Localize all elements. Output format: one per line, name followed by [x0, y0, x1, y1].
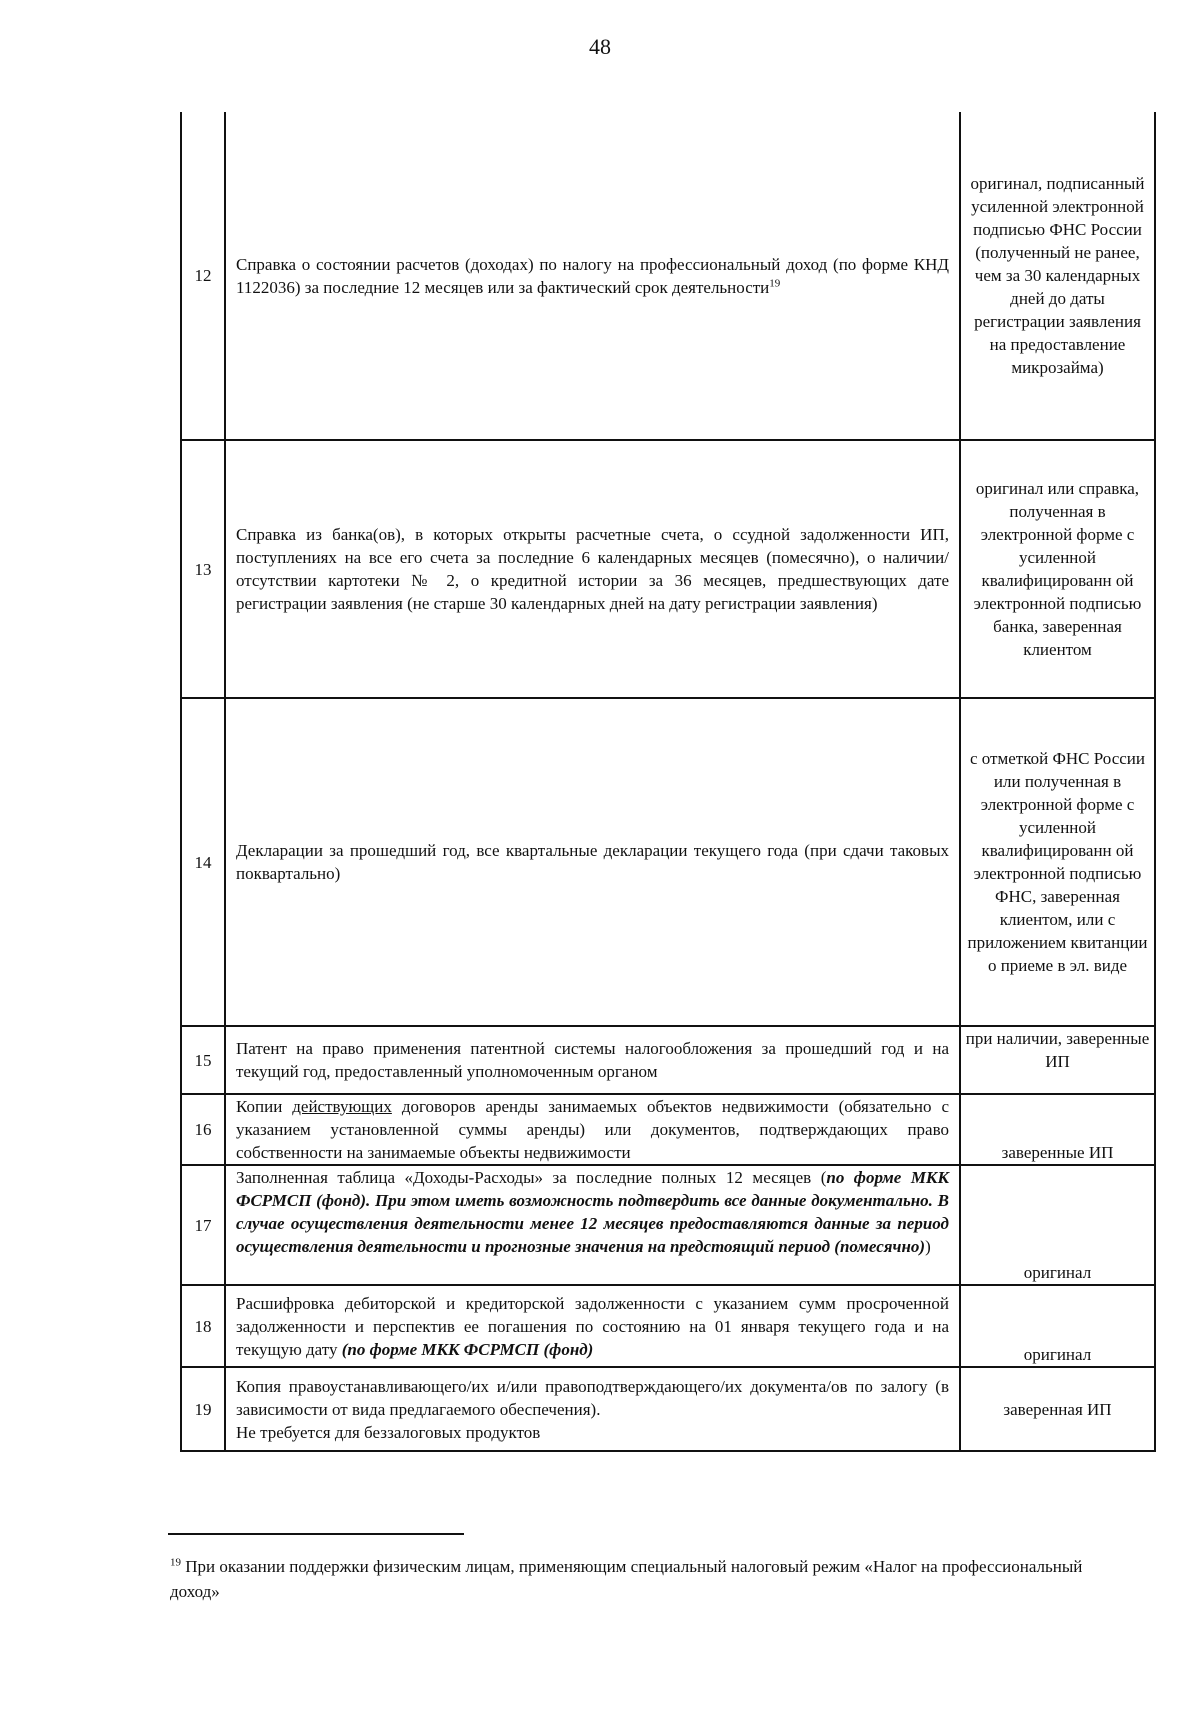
- table-row: [181, 1367, 1155, 1451]
- row-number: 12: [181, 112, 225, 440]
- row-description: Копия правоустанавливающего/их и/или правоподтверждающего/их документа/ов по залогу (в зависимости от вида предлагаемого обеспечения). Не требуется для беззалоговых продуктов: [225, 1367, 960, 1451]
- page-number: 48: [589, 34, 611, 59]
- footnote: [170, 1554, 1100, 1604]
- row-form: с отметкой ФНС России или полученная в электронной форме с усиленной квалифицированн ой электронной подписью ФНС, заверенная клиентом, или с приложением квитанции о приеме в эл. виде: [960, 698, 1155, 1026]
- row-number: 14: [181, 698, 225, 1026]
- table-row: [181, 1285, 1155, 1367]
- row-number: 15: [181, 1026, 225, 1094]
- row-form: при наличии, заверенные ИП: [960, 1026, 1155, 1094]
- row-number: 13: [181, 440, 225, 698]
- footnote-ref: 19: [769, 276, 781, 289]
- table-row: [181, 1094, 1155, 1165]
- documents-table: [180, 112, 1156, 1452]
- footnote-text: При оказании поддержки физическим лицам, применяющим специальный налоговый режим «Налог на профессиональный доход»: [170, 1557, 1083, 1601]
- table-row: [181, 112, 1155, 440]
- row-form: оригинал или справка, полученная в электронной форме с усиленной квалифицированн ой электронной подписью банка, заверенная клиентом: [960, 440, 1155, 698]
- row-form: заверенная ИП: [960, 1367, 1155, 1451]
- row-description: Расшифровка дебиторской и кредиторской задолженности с указанием сумм просроченной задолженности и перспектив ее погашения по состоянию на 01 января текущего года и на текущую дату (по форме МКК ФСРМСП (фонд): [225, 1285, 960, 1367]
- row-form: заверенные ИП: [960, 1094, 1155, 1165]
- row-description: Копии действующих договоров аренды занимаемых объектов недвижимости (обязательно с указанием установленной суммы аренды) или документов, подтверждающих право собственности на занимаемые объекты недвижимости: [225, 1094, 960, 1165]
- row-description: Заполненная таблица «Доходы-Расходы» за последние полных 12 месяцев (по форме МКК ФСРМСП (фонд). При этом иметь возможность подтвердить все данные документально. В случае осуществления деятельности менее 12 месяцев предоставляются данные за период осуществления деятельности и прогнозные значения на предстоящий период (помесячно)): [225, 1165, 960, 1285]
- row-number: 16: [181, 1094, 225, 1165]
- footnote-mark: 19: [170, 1556, 181, 1569]
- row-number: 18: [181, 1285, 225, 1367]
- row-description: Декларации за прошедший год, все квартальные декларации текущего года (при сдачи таковых поквартально): [225, 698, 960, 1026]
- table-row: [181, 1165, 1155, 1285]
- row-form: оригинал, подписанный усиленной электронной подписью ФНС России (полученный не ранее, чем за 30 календарных дней до даты регистрации заявления на предоставление микрозайма): [960, 112, 1155, 440]
- row-form: оригинал: [960, 1285, 1155, 1367]
- table-row: [181, 440, 1155, 698]
- row-description: Справка из банка(ов), в которых открыты расчетные счета, о ссудной задолженности ИП, поступлениях на все его счета за последние 6 календарных месяцев (помесячно), о наличии/отсутствии картотеки № 2, о кредитной истории за 36 месяцев, предшествующих дате регистрации заявления (не старше 30 календарных дней на дату регистрации заявления): [225, 440, 960, 698]
- row-form: оригинал: [960, 1165, 1155, 1285]
- table-row: [181, 1026, 1155, 1094]
- underlined-word: действующих: [292, 1097, 392, 1116]
- italic-note: (по форме МКК ФСРМСП (фонд): [341, 1339, 594, 1359]
- row-number: 19: [181, 1367, 225, 1451]
- row-number: 17: [181, 1165, 225, 1285]
- table-row: [181, 698, 1155, 1026]
- row-description: Справка о состоянии расчетов (доходах) по налогу на профессиональный доход (по форме КНД 1122036) за последние 12 месяцев или за фактический срок деятельности$^{19}$: [225, 112, 960, 440]
- row-description: Патент на право применения патентной системы налогообложения за прошедший год и на текущий год, предоставленный уполномоченным органом: [225, 1026, 960, 1094]
- footnote-separator: [168, 1533, 464, 1535]
- italic-note: по форме МКК ФСРМСП (фонд). При этом иметь возможность подтвердить все данные документально. В случае осуществления деятельности менее 12 месяцев предоставляются данные за период осуществления деятельности и прогнозные значения на предстоящий период (помесячно): [236, 1168, 949, 1256]
